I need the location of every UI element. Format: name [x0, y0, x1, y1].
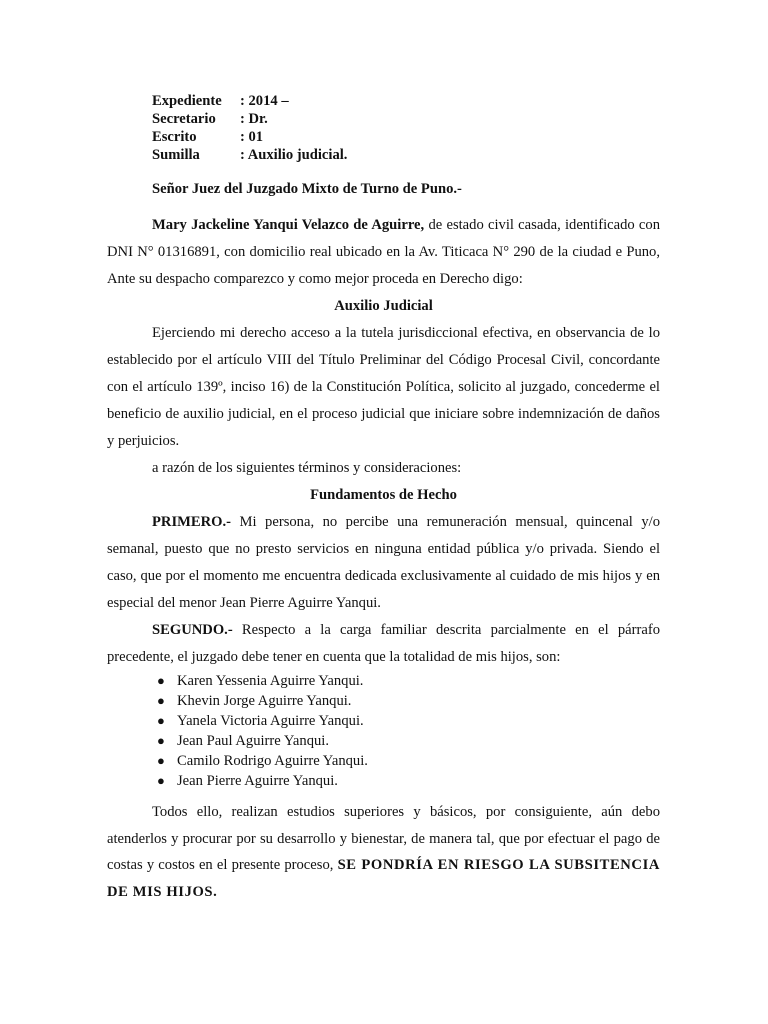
- header-key: Sumilla: [152, 147, 200, 163]
- header-value: : 01: [240, 129, 264, 145]
- child-name: Yanela Victoria Aguirre Yanqui.: [177, 713, 364, 729]
- child-name: Khevin Jorge Aguirre Yanqui.: [177, 693, 352, 709]
- request-paragraph: Ejerciendo mi derecho acceso a la tutela jurisdiccional efectiva, en observancia de lo establecido por el artículo VIII del Título Preliminar del Código Procesal Civil, concordante con el artículo 139º, inciso 16) de la Constitución Política, solicito al juzgado, concederme el beneficio de auxilio judicial, en el proceso judicial que iniciare sobre indemnización de daños y perjuicios.: [107, 325, 660, 449]
- segundo-label: SEGUNDO.-: [152, 622, 233, 638]
- bullet-icon: ●: [157, 693, 165, 708]
- header-value: : Dr.: [240, 111, 268, 127]
- petitioner-name: Mary Jackeline Yanqui Velazco de Aguirre,: [152, 217, 425, 233]
- bullet-icon: ●: [157, 753, 165, 768]
- header-key: Expediente: [152, 93, 222, 109]
- primero-paragraph: [107, 509, 660, 617]
- list-item: [157, 671, 660, 691]
- primero-label: PRIMERO.-: [152, 514, 232, 530]
- heading-auxilio-judicial: Auxilio Judicial: [334, 298, 433, 314]
- intro-text: de estado civil casada, identificado con DNI N° 01316891, con domicilio real ubicado en la Av. Titicaca N° 290 de la ciudad e Puno, Ante su despacho comparezco y como mejor proceda en Derecho digo:: [107, 217, 660, 287]
- legal-document: [107, 92, 660, 905]
- case-header: [152, 92, 660, 164]
- list-item: [157, 691, 660, 711]
- list-item: [157, 771, 660, 791]
- list-item: [157, 711, 660, 731]
- bullet-icon: ●: [157, 733, 165, 748]
- child-name: Karen Yessenia Aguirre Yanqui.: [177, 673, 364, 689]
- final-text: Todos ello, realizan estudios superiores y básicos, por consiguiente, aún debo atenderlos y procurar por su desarrollo y bienestar, de manera tal, que por efectuar el pago de costas y costos en el presente proceso,: [107, 804, 660, 873]
- segundo-text: Respecto a la carga familiar descrita parcialmente en el párrafo precedente, el juzgado debe tener en cuenta que la totalidad de mis hijos, son:: [107, 622, 660, 665]
- transition-text: a razón de los siguientes términos y consideraciones:: [152, 460, 462, 476]
- header-row-escrito: [152, 128, 660, 146]
- header-key: Secretario: [152, 111, 216, 127]
- child-name: Jean Pierre Aguirre Yanqui.: [177, 773, 338, 789]
- heading-fundamentos: Fundamentos de Hecho: [310, 487, 457, 503]
- child-name: Camilo Rodrigo Aguirre Yanqui.: [177, 753, 368, 769]
- header-key: Escrito: [152, 129, 197, 145]
- intro-paragraph: [107, 212, 660, 293]
- header-row-sumilla: [152, 146, 660, 164]
- segundo-paragraph: [107, 617, 660, 671]
- bullet-icon: ●: [157, 673, 165, 688]
- header-row-secretario: [152, 110, 660, 128]
- header-value: : 2014 –: [240, 93, 289, 109]
- header-row-expediente: [152, 92, 660, 110]
- header-value: : Auxilio judicial.: [240, 147, 348, 163]
- child-name: Jean Paul Aguirre Yanqui.: [177, 733, 330, 749]
- addressee: Señor Juez del Juzgado Mixto de Turno de Puno.-: [152, 181, 462, 197]
- list-item: [157, 731, 660, 751]
- bullet-icon: ●: [157, 773, 165, 788]
- final-paragraph: [107, 799, 660, 905]
- final-emphasis: SE PONDRÍA EN RIESGO LA SUBSITENCIA DE MIS HIJOS.: [107, 857, 660, 900]
- list-item: [157, 751, 660, 771]
- children-list: [107, 671, 660, 791]
- primero-text: Mi persona, no percibe una remuneración mensual, quincenal y/o semanal, puesto que no presto servicios en ninguna entidad pública y/o privada. Siendo el caso, que por el momento me encuentra dedicada exclusivamente al cuidado de mis hijos y en especial del menor Jean Pierre Aguirre Yanqui.: [107, 514, 660, 611]
- bullet-icon: ●: [157, 713, 165, 728]
